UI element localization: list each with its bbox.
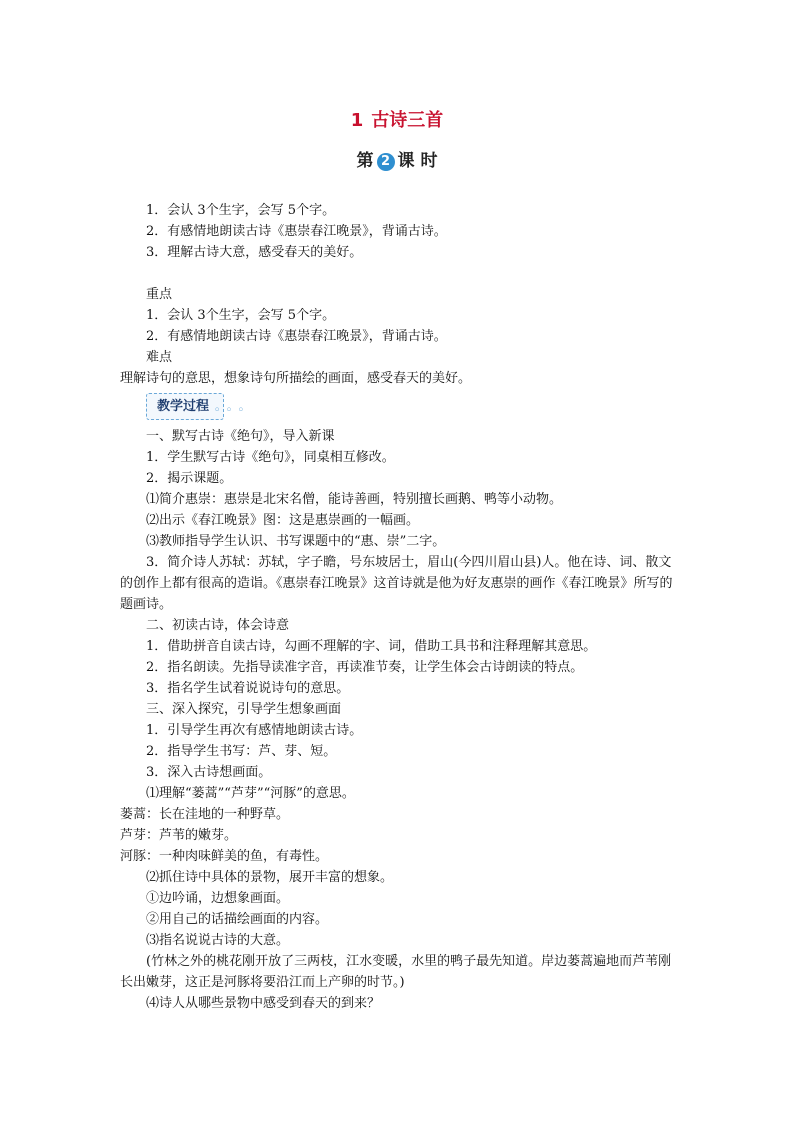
decorative-dots-icon: ◦ ◦ ◦ [213,405,246,416]
key-points-heading: 重点 [146,287,173,302]
teaching-process-badge [146,393,246,420]
objective-item: 1．会认 3个生字，会写 5个字。 [146,203,336,218]
process-line: ⑵抓住诗中具体的景物，展开丰富的想象。 [146,870,394,885]
objective-item: 2．有感情地朗读古诗《惠崇春江晚景》，背诵古诗。 [146,224,447,239]
process-line: ⑴简介惠崇：惠崇是北宋名僧，能诗善画，特别擅长画鹅、鸭等小动物。 [146,492,563,507]
process-line: 1．引导学生再次有感情地朗读古诗。 [146,723,363,738]
process-line: 芦芽：芦苇的嫩芽。 [120,828,238,843]
process-line: 2．揭示课题。 [146,471,233,486]
process-line: 1．借助拼音自读古诗，勾画不理解的字、词，借助工具书和注释理解其意思。 [146,639,597,654]
lesson-title [0,106,794,132]
process-line: ⑷诗人从哪些景物中感受到春天的到来？ [146,996,381,1011]
process-line: 1．学生默写古诗《绝句》，同桌相互修改。 [146,450,395,465]
period-prefix: 第 [356,151,374,171]
lesson-content [120,200,680,1014]
process-line: 三、深入探究，引导学生想象画面 [146,702,342,717]
lesson-title-text: 古诗三首 [371,110,444,131]
process-line: 二、初读古诗，体会诗意 [146,618,290,633]
class-period-heading [0,146,794,171]
process-paragraph: (竹林之外的桃花刚开放了三两枝，江水变暖，水里的鸭子最先知道。岸边蒌蒿遍地而芦苇刚长出嫩芽，这正是河豚将要沿江而上产卵的时节。) [120,954,672,990]
lesson-number: 1 [350,110,364,131]
period-number-badge: 2 [377,153,395,171]
process-line: 蒌蒿：长在洼地的一种野草。 [120,807,290,822]
process-line: ⑵出示《春江晚景》图：这是惠崇画的一幅画。 [146,513,420,528]
key-point-item: 1．会认 3个生字，会写 5个字。 [146,308,336,323]
process-line: ②用自己的话描绘画面的内容。 [146,912,329,927]
difficulty-heading: 难点 [146,350,173,365]
process-line: ⑶指名说说古诗的大意。 [146,933,290,948]
process-line: 2．指导学生书写：芦、芽、短。 [146,744,337,759]
key-point-item: 2．有感情地朗读古诗《惠崇春江晚景》，背诵古诗。 [146,329,447,344]
process-line: ①边吟诵，边想象画面。 [146,891,290,906]
process-line: 3．指名学生试着说说诗句的意思。 [146,681,350,696]
period-suffix: 课 时 [397,151,438,171]
process-paragraph: 3．简介诗人苏轼：苏轼，字子瞻，号东坡居士，眉山(今四川眉山县)人。他在诗、词、散文的创作上都有很高的造诣。《惠崇春江晚景》这首诗就是他为好友惠崇的画作《春江晚景》所写的题画诗。 [120,555,673,612]
objective-item: 3．理解古诗大意，感受春天的美好。 [146,245,363,260]
process-line: 河豚：一种肉味鲜美的鱼，有毒性。 [120,849,329,864]
process-line: 一、默写古诗《绝句》，导入新课 [146,429,335,444]
teaching-process-label: 教学过程 [157,399,210,414]
process-line: 3．深入古诗想画面。 [146,765,272,780]
difficulty-text: 理解诗句的意思，想象诗句所描绘的画面，感受春天的美好。 [120,371,472,386]
process-line: 2．指名朗读。先指导读准字音，再读准节奏，让学生体会古诗朗读的特点。 [146,660,584,675]
process-line: ⑴理解“蒌蒿”“芦芽”“河豚”的意思。 [146,786,355,801]
process-line: ⑶教师指导学生认识、书写课题中的“惠、崇”二字。 [146,534,446,549]
